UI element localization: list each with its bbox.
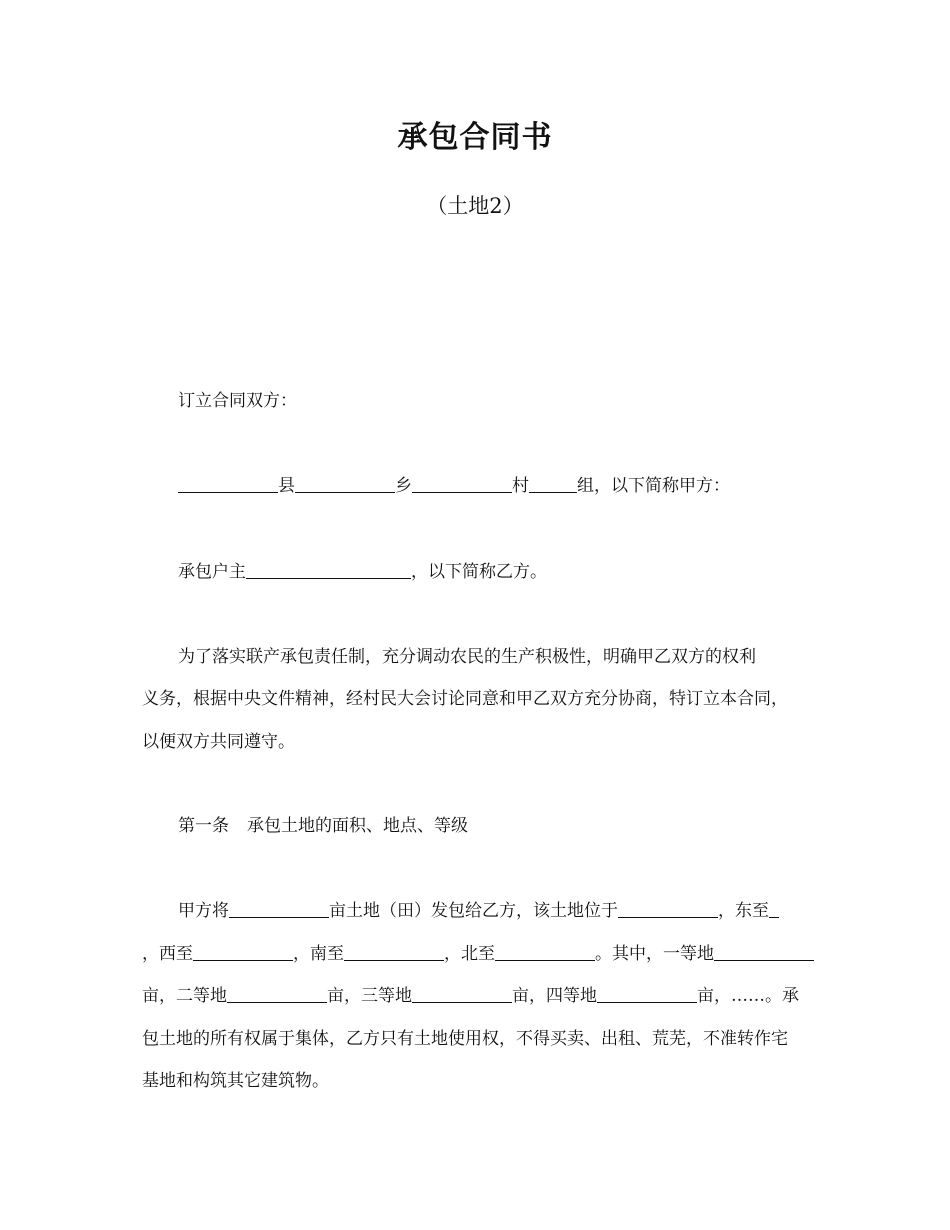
grade-1-blank [714, 943, 814, 961]
east-blank [769, 900, 779, 918]
grade-4-blank [597, 985, 697, 1003]
grade-2-blank [227, 985, 327, 1003]
text-fragment: ，东至 [718, 901, 769, 921]
text-fragment: 亩土地（田）发包给乙方，该土地位于 [329, 901, 618, 921]
text-fragment: 亩，……。承 [697, 986, 799, 1006]
householder-blank [246, 561, 411, 579]
group-label: 组，以下简称甲方： [577, 476, 730, 496]
document-title: 承包合同书 [397, 120, 553, 155]
text-fragment: 亩，二等地 [142, 986, 227, 1006]
article-1-title: 承包土地的面积、地点、等级 [247, 816, 468, 836]
village-blank [412, 475, 512, 493]
article-1-line-2 [142, 940, 817, 968]
text-fragment: ，南至 [293, 944, 344, 964]
party-b-prefix: 承包户主 [178, 562, 246, 582]
preamble-line-3: 以便双方共同遵守。 [142, 732, 295, 752]
article-1-line-1 [178, 897, 818, 925]
text-fragment: ，西至 [142, 944, 193, 964]
county-label: 县 [278, 476, 295, 496]
county-blank [178, 475, 278, 493]
preamble-line-1: 为了落实联产承包责任制，充分调动农民的生产积极性，明确甲乙双方的权利 [178, 647, 756, 667]
location-blank [618, 900, 718, 918]
text-fragment: 。其中，一等地 [595, 944, 714, 964]
north-blank [495, 943, 595, 961]
text-fragment: ，北至 [444, 944, 495, 964]
text-fragment: 亩，三等地 [327, 986, 412, 1006]
township-label: 乡 [395, 476, 412, 496]
township-blank [295, 475, 395, 493]
village-label: 村 [512, 476, 529, 496]
south-blank [344, 943, 444, 961]
text-fragment: 甲方将 [178, 901, 229, 921]
party-b-line [178, 558, 818, 586]
article-1-line-4: 包土地的所有权属于集体，乙方只有土地使用权，不得买卖、出租、荒芜，不准转作宅 [142, 1029, 788, 1049]
party-a-line [178, 472, 818, 500]
article-1-number: 第一条 [178, 816, 229, 836]
article-1-heading [178, 812, 818, 840]
area-blank [229, 900, 329, 918]
article-1-line-5: 基地和构筑其它建筑物。 [142, 1071, 329, 1091]
preamble-line-2: 义务，根据中央文件精神，经村民大会讨论同意和甲乙双方充分协商，特订立本合同， [142, 689, 788, 709]
parties-intro: 订立合同双方： [178, 391, 297, 411]
document-subtitle: （土地2） [426, 194, 524, 218]
article-1-line-3 [142, 982, 817, 1010]
west-blank [193, 943, 293, 961]
text-fragment: 亩，四等地 [512, 986, 597, 1006]
grade-3-blank [412, 985, 512, 1003]
group-blank [529, 475, 577, 493]
party-b-suffix: ，以下简称乙方。 [411, 562, 547, 582]
